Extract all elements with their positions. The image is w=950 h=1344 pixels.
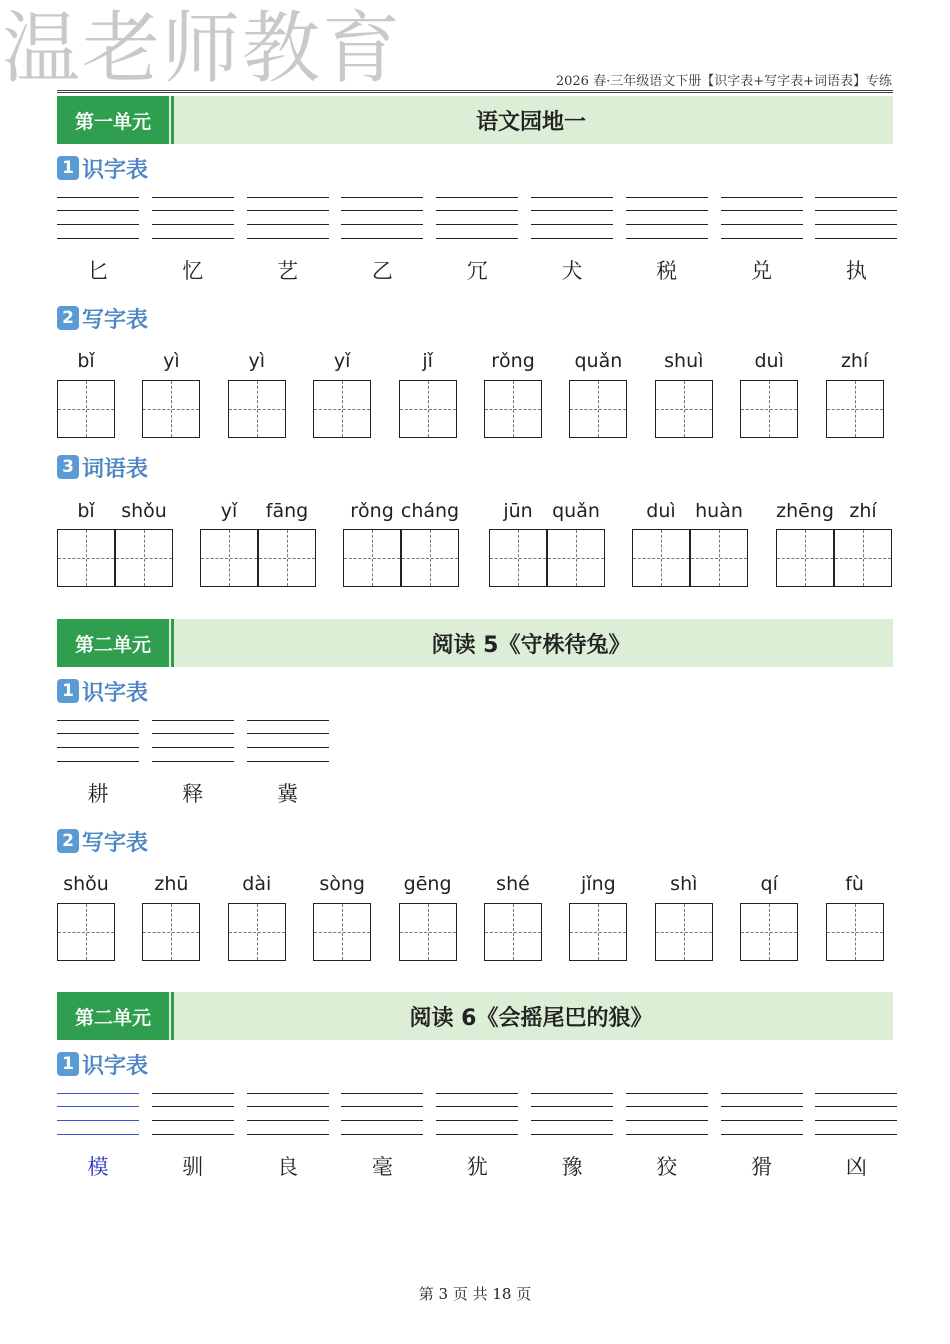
pinyin-label: huàn bbox=[695, 500, 743, 522]
pinyin-label: quǎn bbox=[574, 350, 623, 372]
ruling-line bbox=[152, 238, 234, 239]
section-heading-xiezi bbox=[57, 303, 148, 333]
section-heading-ciyu bbox=[57, 452, 148, 482]
tianzige-writing-box bbox=[489, 529, 547, 587]
recognition-character: 忆 bbox=[182, 259, 204, 283]
pinyin-label: cháng bbox=[400, 500, 460, 522]
section-number-badge: 1 bbox=[57, 679, 79, 703]
pinyin-label: jūn bbox=[503, 500, 533, 522]
recognition-character: 凶 bbox=[845, 1155, 867, 1179]
page-number: 第 3 页 共 18 页 bbox=[418, 1285, 532, 1303]
ruling-line bbox=[57, 1106, 139, 1107]
ruling-line bbox=[626, 210, 708, 211]
ruling-line bbox=[531, 1106, 613, 1107]
ruling-line bbox=[152, 761, 234, 762]
ruling-line bbox=[247, 1106, 329, 1107]
recognition-character: 艺 bbox=[277, 259, 299, 283]
tianzige-writing-box bbox=[57, 903, 115, 961]
ruling-line bbox=[721, 1134, 803, 1135]
unit-tag: 第二单元 bbox=[57, 619, 169, 667]
section-label: 识字表 bbox=[82, 680, 149, 706]
pinyin-label: zhí bbox=[840, 350, 869, 372]
unit-tag: 第一单元 bbox=[57, 96, 169, 144]
writing-lines bbox=[531, 1093, 613, 1135]
writing-lines bbox=[341, 197, 423, 239]
ruling-line bbox=[721, 210, 803, 211]
recognition-character: 狡 bbox=[656, 1155, 678, 1179]
section-heading-shizi bbox=[57, 1049, 148, 1079]
recognition-character: 耕 bbox=[87, 782, 109, 806]
writing-lines bbox=[57, 1093, 139, 1135]
pinyin-label: sòng bbox=[319, 873, 365, 895]
tianzige-writing-box bbox=[690, 529, 748, 587]
tianzige-writing-box bbox=[826, 903, 884, 961]
ruling-line bbox=[626, 197, 708, 198]
recognition-character: 冀 bbox=[277, 782, 299, 806]
recognition-character: 犬 bbox=[561, 259, 583, 283]
ruling-line bbox=[152, 210, 234, 211]
section-heading-shizi bbox=[57, 676, 148, 706]
pinyin-label: yǐ bbox=[333, 350, 351, 372]
tianzige-writing-box bbox=[655, 380, 713, 438]
ruling-line bbox=[247, 1093, 329, 1094]
ruling-line bbox=[57, 733, 139, 734]
pinyin-label: yì bbox=[248, 350, 266, 372]
recognition-character: 毫 bbox=[371, 1155, 393, 1179]
ruling-line bbox=[815, 210, 897, 211]
section-number-badge: 3 bbox=[57, 455, 79, 479]
writing-lines bbox=[436, 197, 518, 239]
tianzige-writing-box bbox=[313, 380, 371, 438]
ruling-line bbox=[341, 238, 423, 239]
tianzige-writing-box bbox=[258, 529, 316, 587]
writing-lines bbox=[815, 197, 897, 239]
section-number-badge: 2 bbox=[57, 829, 79, 853]
pinyin-label: jǐng bbox=[581, 873, 616, 895]
writing-lines bbox=[531, 197, 613, 239]
tianzige-writing-box bbox=[57, 380, 115, 438]
ruling-line bbox=[721, 1106, 803, 1107]
ruling-line bbox=[247, 1120, 329, 1121]
writing-lines bbox=[721, 197, 803, 239]
section-label: 写字表 bbox=[82, 307, 149, 333]
ruling-line bbox=[247, 1134, 329, 1135]
ruling-line bbox=[531, 238, 613, 239]
pinyin-label: jǐ bbox=[422, 350, 433, 372]
pinyin-label: rǒng bbox=[350, 500, 394, 522]
ruling-line bbox=[626, 1120, 708, 1121]
section-heading-xiezi bbox=[57, 826, 148, 856]
ruling-line bbox=[57, 1120, 139, 1121]
pinyin-label: duì bbox=[646, 500, 676, 522]
watermark-logo: 温老师教育 bbox=[2, 4, 403, 94]
ruling-line bbox=[341, 224, 423, 225]
tianzige-writing-box bbox=[569, 903, 627, 961]
pinyin-label: yǐ bbox=[220, 500, 238, 522]
ruling-line bbox=[152, 1120, 234, 1121]
tianzige-writing-box bbox=[484, 903, 542, 961]
pinyin-label: shì bbox=[670, 873, 698, 895]
ruling-line bbox=[815, 1134, 897, 1135]
pinyin-label: bǐ bbox=[77, 500, 95, 522]
recognition-character: 兑 bbox=[751, 259, 773, 283]
pinyin-label: shé bbox=[496, 873, 530, 895]
tianzige-writing-box bbox=[547, 529, 605, 587]
pinyin-label: gēng bbox=[403, 873, 452, 895]
tianzige-writing-box bbox=[740, 380, 798, 438]
writing-lines bbox=[626, 1093, 708, 1135]
pinyin-label: fù bbox=[845, 873, 864, 895]
pinyin-label: zhū bbox=[154, 873, 189, 895]
unit-tag: 第二单元 bbox=[57, 992, 169, 1040]
tianzige-writing-box bbox=[484, 380, 542, 438]
ruling-line bbox=[57, 747, 139, 748]
writing-lines bbox=[57, 720, 139, 762]
pinyin-label: duì bbox=[754, 350, 784, 372]
ruling-line bbox=[152, 197, 234, 198]
writing-lines bbox=[341, 1093, 423, 1135]
pinyin-label: qí bbox=[760, 873, 778, 895]
ruling-line bbox=[436, 1120, 518, 1121]
tianzige-writing-box bbox=[142, 380, 200, 438]
tianzige-writing-box bbox=[776, 529, 834, 587]
pinyin-label: fāng bbox=[265, 500, 309, 522]
recognition-character: 冗 bbox=[466, 259, 488, 283]
pinyin-label: dài bbox=[242, 873, 272, 895]
tianzige-writing-box bbox=[834, 529, 892, 587]
ruling-line bbox=[247, 747, 329, 748]
ruling-line bbox=[341, 1106, 423, 1107]
ruling-line bbox=[626, 238, 708, 239]
ruling-line bbox=[721, 224, 803, 225]
writing-lines bbox=[152, 1093, 234, 1135]
writing-lines bbox=[626, 197, 708, 239]
section-label: 词语表 bbox=[82, 456, 149, 482]
ruling-line bbox=[247, 720, 329, 721]
tianzige-writing-box bbox=[740, 903, 798, 961]
writing-lines bbox=[57, 197, 139, 239]
recognition-character: 驯 bbox=[182, 1155, 204, 1179]
pinyin-label: quǎn bbox=[552, 500, 600, 522]
tianzige-writing-box bbox=[228, 380, 286, 438]
ruling-line bbox=[341, 1120, 423, 1121]
ruling-line bbox=[721, 197, 803, 198]
ruling-line bbox=[152, 224, 234, 225]
tianzige-writing-box bbox=[313, 903, 371, 961]
ruling-line bbox=[152, 747, 234, 748]
ruling-line bbox=[247, 238, 329, 239]
pinyin-label: rǒng bbox=[491, 350, 535, 372]
lesson-title: 阅读 6《会摇尾巴的狼》 bbox=[409, 1005, 653, 1031]
ruling-line bbox=[341, 1134, 423, 1135]
recognition-character: 释 bbox=[182, 782, 204, 806]
ruling-line bbox=[152, 1106, 234, 1107]
ruling-line bbox=[247, 224, 329, 225]
unit-header-bar bbox=[57, 992, 893, 1040]
recognition-character: 匕 bbox=[87, 259, 109, 283]
ruling-line bbox=[341, 197, 423, 198]
ruling-line bbox=[152, 1134, 234, 1135]
ruling-line bbox=[721, 1120, 803, 1121]
ruling-line bbox=[57, 1134, 139, 1135]
section-number-badge: 2 bbox=[57, 306, 79, 330]
pinyin-label: yì bbox=[163, 350, 180, 372]
ruling-line bbox=[436, 210, 518, 211]
ruling-line bbox=[815, 1106, 897, 1107]
ruling-line bbox=[57, 761, 139, 762]
ruling-line bbox=[436, 197, 518, 198]
writing-lines bbox=[247, 1093, 329, 1135]
ruling-line bbox=[152, 720, 234, 721]
ruling-line bbox=[626, 224, 708, 225]
ruling-line bbox=[57, 1093, 139, 1094]
ruling-line bbox=[247, 761, 329, 762]
ruling-line bbox=[531, 197, 613, 198]
ruling-line bbox=[341, 210, 423, 211]
tianzige-writing-box bbox=[200, 529, 258, 587]
writing-lines bbox=[152, 720, 234, 762]
ruling-line bbox=[531, 1120, 613, 1121]
tianzige-writing-box bbox=[399, 380, 457, 438]
ruling-line bbox=[247, 197, 329, 198]
pinyin-label: zhí bbox=[849, 500, 877, 522]
writing-lines bbox=[436, 1093, 518, 1135]
recognition-character: 税 bbox=[656, 259, 678, 283]
tianzige-writing-box bbox=[632, 529, 690, 587]
document-title: 2026 春·三年级语文下册【识字表+写字表+词语表】专练 bbox=[555, 74, 892, 89]
ruling-line bbox=[721, 1093, 803, 1094]
tianzige-writing-box bbox=[569, 380, 627, 438]
recognition-character: 模 bbox=[87, 1155, 109, 1179]
tianzige-writing-box bbox=[228, 903, 286, 961]
recognition-character: 乙 bbox=[371, 259, 393, 283]
ruling-line bbox=[436, 1134, 518, 1135]
section-label: 识字表 bbox=[82, 157, 149, 183]
writing-lines bbox=[152, 197, 234, 239]
ruling-line bbox=[247, 733, 329, 734]
ruling-line bbox=[341, 1093, 423, 1094]
ruling-line bbox=[815, 238, 897, 239]
ruling-line bbox=[626, 1106, 708, 1107]
ruling-line bbox=[436, 1093, 518, 1094]
tianzige-writing-box bbox=[343, 529, 401, 587]
tianzige-writing-box bbox=[399, 903, 457, 961]
lesson-title: 阅读 5《守株待兔》 bbox=[431, 632, 631, 658]
ruling-line bbox=[815, 1093, 897, 1094]
ruling-line bbox=[247, 210, 329, 211]
writing-lines bbox=[721, 1093, 803, 1135]
pinyin-label: shǒu bbox=[121, 500, 167, 522]
recognition-character: 犹 bbox=[466, 1155, 488, 1179]
ruling-line bbox=[531, 210, 613, 211]
ruling-line bbox=[531, 1134, 613, 1135]
writing-lines bbox=[247, 197, 329, 239]
ruling-line bbox=[531, 1093, 613, 1094]
pinyin-label: zhēng bbox=[776, 500, 834, 522]
tianzige-writing-box bbox=[826, 380, 884, 438]
ruling-line bbox=[626, 1093, 708, 1094]
section-heading-shizi bbox=[57, 153, 148, 183]
ruling-line bbox=[815, 224, 897, 225]
section-number-badge: 1 bbox=[57, 1052, 79, 1076]
lesson-title: 语文园地一 bbox=[475, 109, 586, 135]
ruling-line bbox=[721, 238, 803, 239]
tianzige-writing-box bbox=[115, 529, 173, 587]
recognition-character: 良 bbox=[277, 1155, 299, 1179]
ruling-line bbox=[152, 1093, 234, 1094]
ruling-line bbox=[57, 238, 139, 239]
pinyin-label: shuì bbox=[664, 350, 704, 372]
ruling-line bbox=[57, 720, 139, 721]
section-number-badge: 1 bbox=[57, 156, 79, 180]
ruling-line bbox=[152, 733, 234, 734]
tianzige-writing-box bbox=[142, 903, 200, 961]
ruling-line bbox=[436, 1106, 518, 1107]
ruling-line bbox=[57, 210, 139, 211]
ruling-line bbox=[436, 238, 518, 239]
ruling-line bbox=[626, 1134, 708, 1135]
tianzige-writing-box bbox=[401, 529, 459, 587]
tianzige-writing-box bbox=[655, 903, 713, 961]
ruling-line bbox=[815, 1120, 897, 1121]
unit-header-bar bbox=[57, 619, 893, 667]
section-label: 识字表 bbox=[82, 1053, 149, 1079]
ruling-line bbox=[57, 224, 139, 225]
recognition-character: 豫 bbox=[561, 1155, 583, 1179]
ruling-line bbox=[436, 224, 518, 225]
pinyin-label: bǐ bbox=[77, 350, 95, 372]
pinyin-label: shǒu bbox=[63, 873, 109, 895]
ruling-line bbox=[815, 197, 897, 198]
writing-lines bbox=[247, 720, 329, 762]
ruling-line bbox=[57, 197, 139, 198]
tianzige-writing-box bbox=[57, 529, 115, 587]
writing-lines bbox=[815, 1093, 897, 1135]
recognition-character: 执 bbox=[845, 259, 867, 283]
unit-header-bar bbox=[57, 96, 893, 144]
header-divider bbox=[57, 90, 893, 93]
ruling-line bbox=[531, 224, 613, 225]
section-label: 写字表 bbox=[82, 830, 149, 856]
recognition-character: 猾 bbox=[751, 1155, 773, 1179]
